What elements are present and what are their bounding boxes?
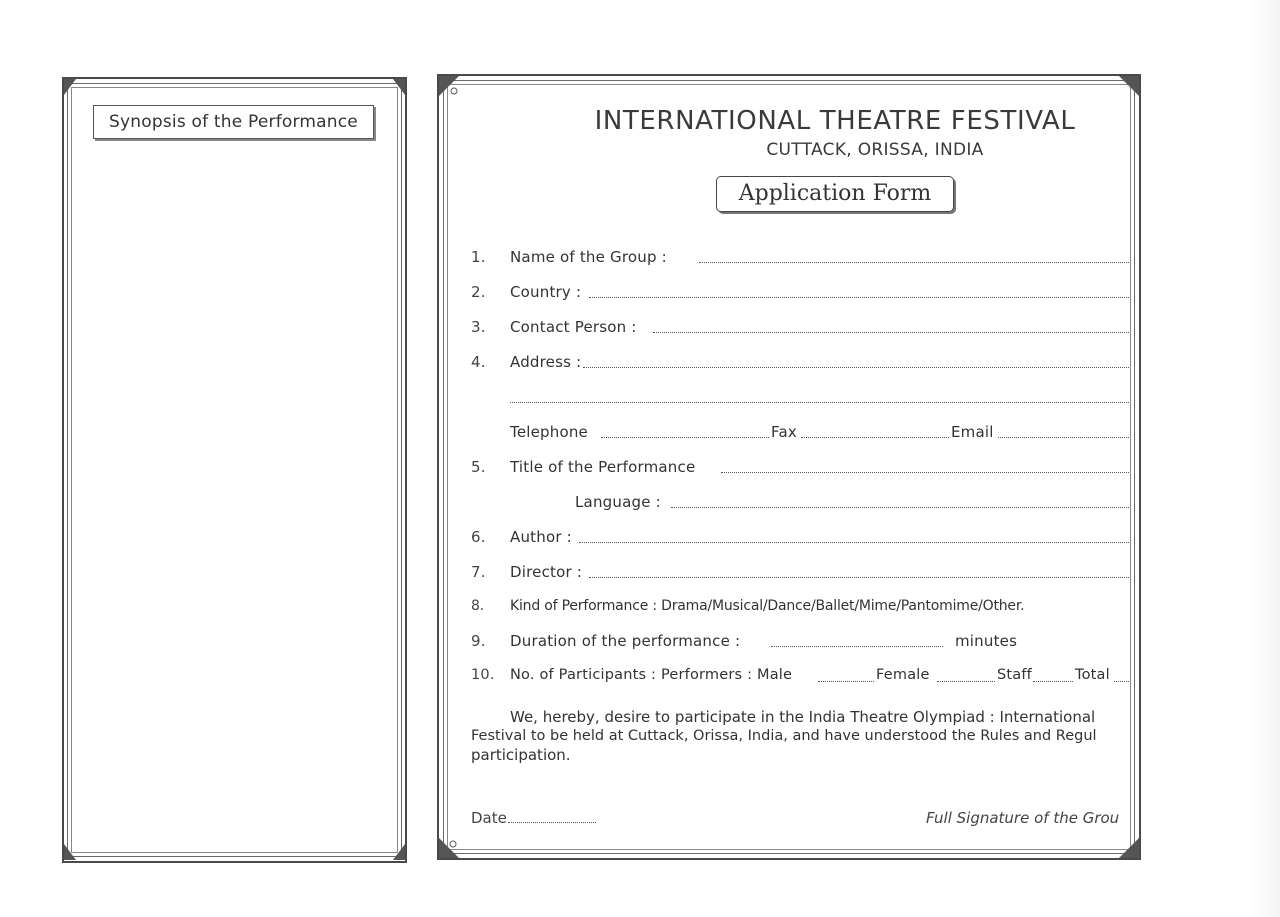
declaration-line: participation.	[471, 746, 571, 764]
field-address	[471, 353, 1129, 375]
field-performance-title	[471, 458, 1129, 480]
corner-ornament-icon	[438, 837, 460, 859]
fill-line[interactable]	[589, 297, 1129, 298]
fax-label: Fax	[771, 423, 797, 441]
corner-ornament-icon	[392, 843, 406, 861]
field-number: 8.	[471, 598, 484, 614]
page-edge	[1251, 0, 1280, 917]
corner-ornament-icon	[1118, 837, 1140, 859]
field-label: Country :	[510, 283, 582, 301]
corner-ornament-icon	[438, 75, 460, 97]
field-number: 5.	[471, 458, 486, 476]
field-label: Director :	[510, 563, 583, 581]
field-label: Kind of Performance : Drama/Musical/Dance/Ballet/Mime/Pantomime/Other.	[510, 598, 1025, 614]
field-number: 7.	[471, 563, 486, 581]
field-contact-person	[471, 318, 1129, 340]
date-label: Date	[471, 809, 507, 827]
fill-line[interactable]	[771, 646, 943, 647]
field-number: 2.	[471, 283, 486, 301]
field-participants	[471, 667, 1129, 689]
corner-ornament-icon	[63, 78, 77, 96]
female-fill-line[interactable]	[937, 681, 995, 682]
field-address-line2	[471, 388, 1129, 410]
corner-ornament-icon	[63, 843, 77, 861]
male-fill-line[interactable]	[818, 681, 874, 682]
field-group-name	[471, 248, 1129, 270]
minutes-label: minutes	[955, 632, 1018, 650]
email-fill-line[interactable]	[998, 437, 1129, 438]
date-fill-line[interactable]	[508, 822, 596, 823]
field-number: 3.	[471, 318, 486, 336]
festival-title: INTERNATIONAL THEATRE FESTIVAL	[594, 106, 1076, 136]
field-number: 6.	[471, 528, 486, 546]
field-number: 1.	[471, 248, 486, 266]
field-telephone-fax-email	[471, 423, 1129, 445]
synopsis-frame-inner2	[71, 87, 398, 853]
application-form-heading: Application Form	[716, 176, 954, 212]
field-label: Title of the Performance	[510, 458, 696, 476]
field-kind-of-performance	[471, 598, 1129, 620]
field-label: Author :	[510, 528, 572, 546]
corner-ornament-icon	[392, 78, 406, 96]
total-label: Total	[1075, 667, 1110, 683]
field-label: No. of Participants : Performers : Male	[510, 667, 793, 683]
field-number: 4.	[471, 353, 486, 371]
female-label: Female	[876, 667, 930, 683]
field-number: 10.	[471, 667, 495, 683]
fill-line[interactable]	[699, 262, 1129, 263]
fill-line[interactable]	[589, 577, 1129, 578]
telephone-label: Telephone	[510, 423, 588, 441]
field-language	[471, 493, 1129, 515]
fill-line[interactable]	[653, 332, 1129, 333]
telephone-fill-line[interactable]	[601, 437, 769, 438]
corner-ornament-icon	[1118, 75, 1140, 97]
field-label: Contact Person :	[510, 318, 637, 336]
festival-location: CUTTACK, ORISSA, INDIA	[766, 140, 984, 160]
field-duration	[471, 632, 1129, 654]
declaration-line: We, hereby, desire to participate in the India Theatre Olympiad : International	[510, 708, 1096, 726]
fill-line[interactable]	[583, 367, 1129, 368]
total-fill-line[interactable]	[1114, 681, 1129, 682]
field-country	[471, 283, 1129, 305]
fill-line[interactable]	[579, 542, 1129, 543]
staff-fill-line[interactable]	[1033, 681, 1073, 682]
field-author	[471, 528, 1129, 550]
fax-fill-line[interactable]	[801, 437, 949, 438]
synopsis-heading: Synopsis of the Performance	[93, 105, 374, 139]
declaration-line: Festival to be held at Cuttack, Orissa, India, and have understood the Rules and Regul	[471, 728, 1097, 744]
field-number: 9.	[471, 632, 486, 650]
email-label: Email	[951, 423, 994, 441]
group-signature-label: Full Signature of the Grou	[926, 809, 1120, 827]
fill-line[interactable]	[510, 402, 1129, 403]
fill-line[interactable]	[671, 507, 1129, 508]
date-field	[471, 809, 596, 827]
staff-label: Staff	[997, 667, 1032, 683]
field-director	[471, 563, 1129, 585]
field-label: Name of the Group :	[510, 248, 667, 266]
fill-line[interactable]	[721, 472, 1129, 473]
language-label: Language :	[575, 493, 661, 511]
field-label: Duration of the performance :	[510, 632, 741, 650]
field-label: Address :	[510, 353, 582, 371]
